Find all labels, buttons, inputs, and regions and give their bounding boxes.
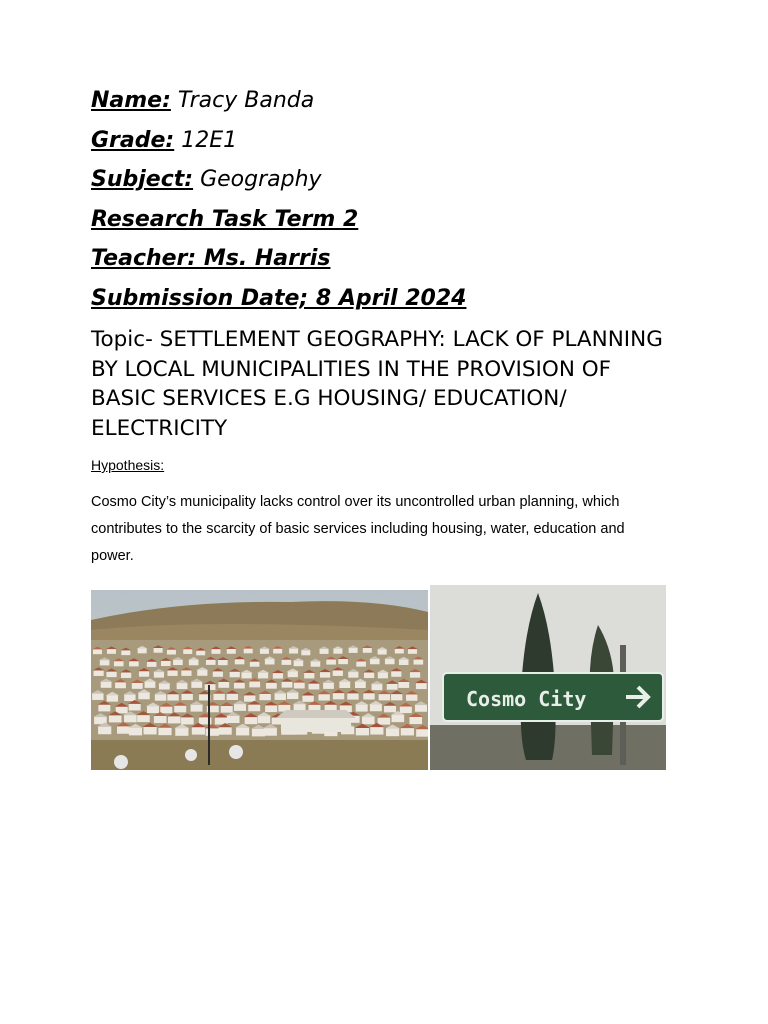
submission-date-heading: Submission Date; 8 April 2024 (91, 285, 467, 311)
hypothesis-text: Cosmo City’s municipality lacks control over its uncontrolled urban planning, which contributes to the scarcity of basic services including housing, water, education and power. (91, 494, 625, 564)
cosmo-city-sign-photo (430, 585, 666, 770)
hypothesis-label: Hypothesis: (91, 457, 165, 473)
research-task-heading: Research Task Term 2 (91, 206, 359, 232)
teacher-heading: Teacher: Ms. Harris (91, 246, 331, 271)
grade-field (91, 128, 681, 154)
sign-text: Cosmo City (466, 687, 587, 711)
grade-value: 12E1 (181, 127, 238, 153)
subject-field (91, 167, 681, 193)
settlement-photo (91, 590, 428, 770)
grade-label: Grade: (91, 127, 175, 153)
document-page (91, 88, 681, 570)
image-row (91, 585, 666, 771)
subject-value: Geography (200, 167, 322, 192)
topic-heading: Topic- SETTLEMENT GEOGRAPHY: LACK OF PLANNING BY LOCAL MUNICIPALITIES IN THE PROVISION OF BASIC SERVICES E.G HOUSING/ EDUCATION/ ELECTRICITY (91, 327, 663, 441)
name-value: Tracy Banda (177, 88, 315, 113)
subject-label: Subject: (91, 167, 194, 192)
name-label: Name: (91, 88, 171, 113)
name-field (91, 88, 681, 114)
